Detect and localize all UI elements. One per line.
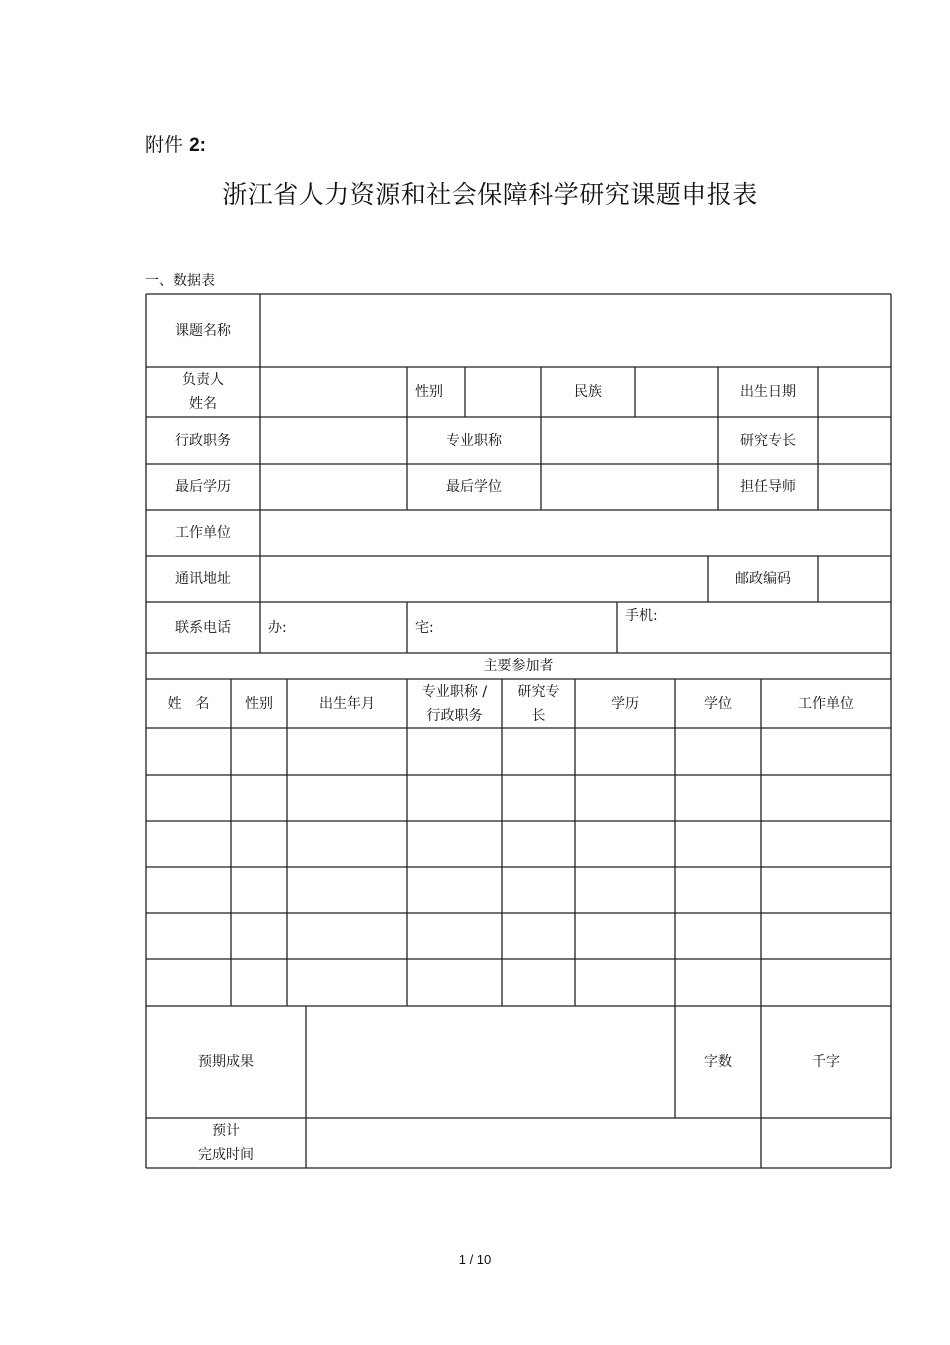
leader-name-line2: 姓名: [189, 396, 217, 412]
col-specialty-header: [502, 679, 575, 728]
work-unit-input[interactable]: [260, 510, 891, 556]
col-specialty-header-line1: 研究专: [517, 683, 560, 700]
supervisor-input[interactable]: [818, 464, 891, 510]
expected-results-input[interactable]: [306, 1006, 675, 1118]
leader-name-label: [146, 367, 260, 417]
final-education-input[interactable]: [260, 464, 407, 510]
phone-home-input[interactable]: 宅:: [415, 619, 434, 636]
ethnicity-input[interactable]: [635, 367, 718, 417]
leader-name-input[interactable]: [260, 367, 407, 417]
col-gender-header: 性别: [245, 695, 273, 712]
expected-results-label: 预期成果: [198, 1054, 254, 1070]
participant-row[interactable]: [146, 728, 891, 775]
participant-row[interactable]: [146, 775, 891, 821]
final-degree-input[interactable]: [541, 464, 718, 510]
completion-time-line2: 完成时间: [198, 1147, 254, 1163]
admin-position-input[interactable]: [260, 417, 407, 464]
col-title-header-line2: 行政职务: [426, 707, 483, 724]
postal-code-input[interactable]: [818, 556, 891, 602]
completion-time-label: [146, 1118, 306, 1168]
col-title-header-line1: 专业职称 /: [421, 683, 488, 700]
work-unit-label: 工作单位: [175, 525, 231, 541]
leader-name-line1: 负责人: [182, 372, 224, 388]
supervisor-label: 担任导师: [740, 479, 796, 495]
attachment-number: 2:: [189, 135, 206, 156]
participant-row[interactable]: [146, 959, 891, 1006]
participant-row[interactable]: [146, 913, 891, 959]
contact-phone-label: 联系电话: [175, 619, 231, 636]
page-title: 浙江省人力资源和社会保障科学研究课题申报表: [222, 180, 758, 209]
birth-date-label: 出生日期: [740, 384, 796, 400]
gender-label: 性别: [415, 384, 443, 400]
phone-mobile-input[interactable]: 手机:: [625, 608, 658, 624]
ethnicity-label: 民族: [574, 384, 602, 400]
col-birth-header: 出生年月: [319, 695, 375, 712]
research-specialty-input[interactable]: [818, 417, 891, 464]
admin-position-label: 行政职务: [175, 432, 231, 449]
col-title-header: [407, 679, 502, 728]
thousand-words-input[interactable]: 千字: [812, 1054, 840, 1070]
participant-row[interactable]: [146, 867, 891, 913]
section-label: 一、数据表: [145, 273, 215, 289]
main-participants-heading: 主要参加者: [483, 658, 554, 674]
gender-input[interactable]: [465, 367, 541, 417]
topic-name-label: 课题名称: [175, 322, 231, 339]
research-specialty-label: 研究专长: [740, 432, 796, 449]
mailing-address-input[interactable]: [260, 556, 708, 602]
postal-code-label: 邮政编码: [735, 571, 791, 587]
topic-name-input[interactable]: [260, 294, 891, 367]
mailing-address-label: 通讯地址: [175, 571, 231, 587]
page-number: 1 / 10: [458, 1252, 492, 1267]
professional-title-input[interactable]: [541, 417, 718, 464]
col-work-unit-header: 工作单位: [798, 695, 854, 712]
col-degree-header: 学位: [704, 695, 732, 712]
word-count-label: 字数: [704, 1054, 732, 1070]
phone-office-input[interactable]: 办:: [268, 619, 287, 636]
participant-row[interactable]: [146, 821, 891, 867]
col-name-header: 姓 名: [167, 695, 210, 712]
completion-time-extra[interactable]: [761, 1118, 891, 1168]
col-education-header: 学历: [611, 695, 639, 712]
attachment-prefix: 附件: [145, 134, 184, 156]
final-degree-label: 最后学位: [446, 479, 502, 495]
birth-date-input[interactable]: [818, 367, 891, 417]
professional-title-label: 专业职称: [446, 432, 502, 449]
completion-time-input[interactable]: [306, 1118, 761, 1168]
col-specialty-header-line2: 长: [531, 707, 546, 724]
final-education-label: 最后学历: [175, 479, 231, 495]
completion-time-line1: 预计: [212, 1123, 240, 1139]
